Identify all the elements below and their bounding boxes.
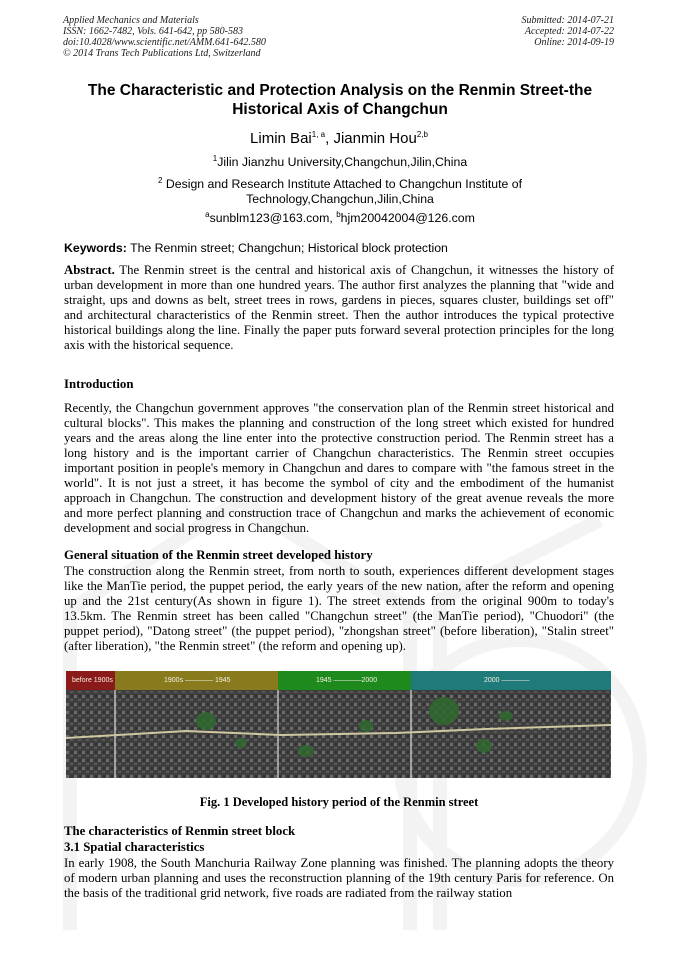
- period-label-3: 1945 ————2000: [316, 677, 378, 684]
- introduction-text: Recently, the Changchun government approves "the conservation plan of the Renmin street historical and cultural blocks". This makes the planning and construction of the long street which existed for hundred years and the areas along the line enter into the protective construction period. The Renmin street has a long history and is the important carrier of Changchun characteristics. The Renmin street occupies important position in people's memory in Changchun and dares to compare with "the famous street in the world". It is not just a street, it has become the symbol of city and the embodiment of the humanist approach in Changchun. The construction and development history of the great avenue reveals the more and more perfect planning and construction trace of Changchun and marks the achievement of economic development and social progress in Changchun.: [64, 401, 614, 535]
- general-situation-text: The construction along the Renmin street, from north to south, experiences different development stages like the ManTie period, the puppet period, the early years of the new nation, after the reform and opening up and the 21st century(As shown in figure 1). The street extends from the original 900m to today's 13.5km. The Renmin street has been called "Changchun street" (the ManTie period), "Chuodori" (the puppet period), "Datong street" (the puppet period), "zhongshan street" (before liberation), "Stalin street" (after liberation), "the Renmin street" (the reform and opening up).: [64, 564, 614, 653]
- journal-copyright: © 2014 Trans Tech Publications Ltd, Switzerland: [63, 48, 261, 59]
- author-1-sup: 1, a: [311, 130, 326, 139]
- figure-1: [66, 671, 611, 778]
- keywords: [64, 241, 448, 255]
- submitted-date: Submitted: 2014-07-21: [521, 15, 614, 26]
- author-2-sup: 2,b: [416, 130, 428, 139]
- author-2: Jianmin Hou: [333, 130, 417, 147]
- affiliation-2-line-1: Design and Research Institute Attached to Changchun Institute of: [162, 177, 523, 191]
- email-b: hjm20042004@126.com: [340, 211, 475, 225]
- author-emails: [80, 211, 600, 226]
- section-3-1-text: In early 1908, the South Manchuria Railway Zone planning was finished. The planning adopts the theory of modern urban planning and uses the reconstruction planning of the 19th century Paris for reference. On the basis of the traditional grid network, five roads are radiated from the railway station: [64, 856, 614, 900]
- period-label-2: 1900s ———— 1945: [164, 677, 231, 684]
- author-separator: ,: [325, 130, 334, 147]
- online-date: Online: 2014-09-19: [534, 37, 614, 48]
- period-label-4: 2000 ————: [484, 677, 530, 684]
- affiliation-1: [80, 155, 600, 170]
- accepted-date: Accepted: 2014-07-22: [524, 26, 614, 37]
- title-line-1: The Characteristic and Protection Analysis on the Renmin Street-the: [87, 82, 593, 99]
- author-1: Limin Bai: [250, 130, 312, 147]
- abstract-label: Abstract.: [64, 263, 115, 277]
- title-line-2: Historical Axis of Changchun: [232, 101, 448, 118]
- email-b-sup: b: [336, 209, 341, 219]
- journal-doi: doi:10.4028/www.scientific.net/AMM.641-642.580: [63, 37, 266, 48]
- affiliation-2-line-2: Technology,Changchun,Jilin,China: [246, 192, 434, 206]
- abstract-text: The Renmin street is the central and historical axis of Changchun, it witnesses the history of urban development in more than one hundred years. The author first analyzes the planning that "wide and straight, ups and downs as belt, street trees in rows, gardens in pieces, squares cluster, buildings set off" and architectural characteristics of the Renmin street. Then the author introduces the typical protective historical buildings along the line. Finally the paper puts forward several protection principles for the long axis with the historical sequence.: [64, 263, 614, 352]
- email-a-sup: a: [205, 209, 210, 219]
- general-situation-heading: General situation of the Renmin street developed history: [64, 548, 373, 562]
- period-label-1: before 1900s: [72, 677, 113, 684]
- affiliation-1-sup: 1: [212, 153, 218, 163]
- submission-dates: [522, 15, 615, 48]
- journal-issn: ISSN: 1662-7482, Vols. 641-642, pp 580-583: [63, 26, 243, 37]
- affiliation-2-sup: 2: [157, 175, 163, 185]
- keywords-text: The Renmin street; Changchun; Historical block protection: [126, 241, 448, 255]
- affiliation-1-text: Jilin Jianzhu University,Changchun,Jilin,China: [217, 155, 468, 169]
- email-a: sunblm123@163.com,: [209, 211, 337, 225]
- section-3-heading: The characteristics of Renmin street block: [64, 824, 296, 838]
- paper-title: [60, 81, 620, 119]
- abstract: [64, 263, 614, 353]
- section-3-1-heading: 3.1 Spatial characteristics: [64, 840, 205, 854]
- author-list: [0, 130, 678, 147]
- introduction-heading: Introduction: [64, 377, 134, 391]
- affiliation-2: [80, 177, 600, 207]
- journal-name: Applied Mechanics and Materials: [63, 15, 199, 26]
- figure-1-caption: Fig. 1 Developed history period of the Renmin street: [199, 795, 479, 809]
- journal-info: [63, 15, 266, 59]
- keywords-label: Keywords:: [64, 241, 127, 255]
